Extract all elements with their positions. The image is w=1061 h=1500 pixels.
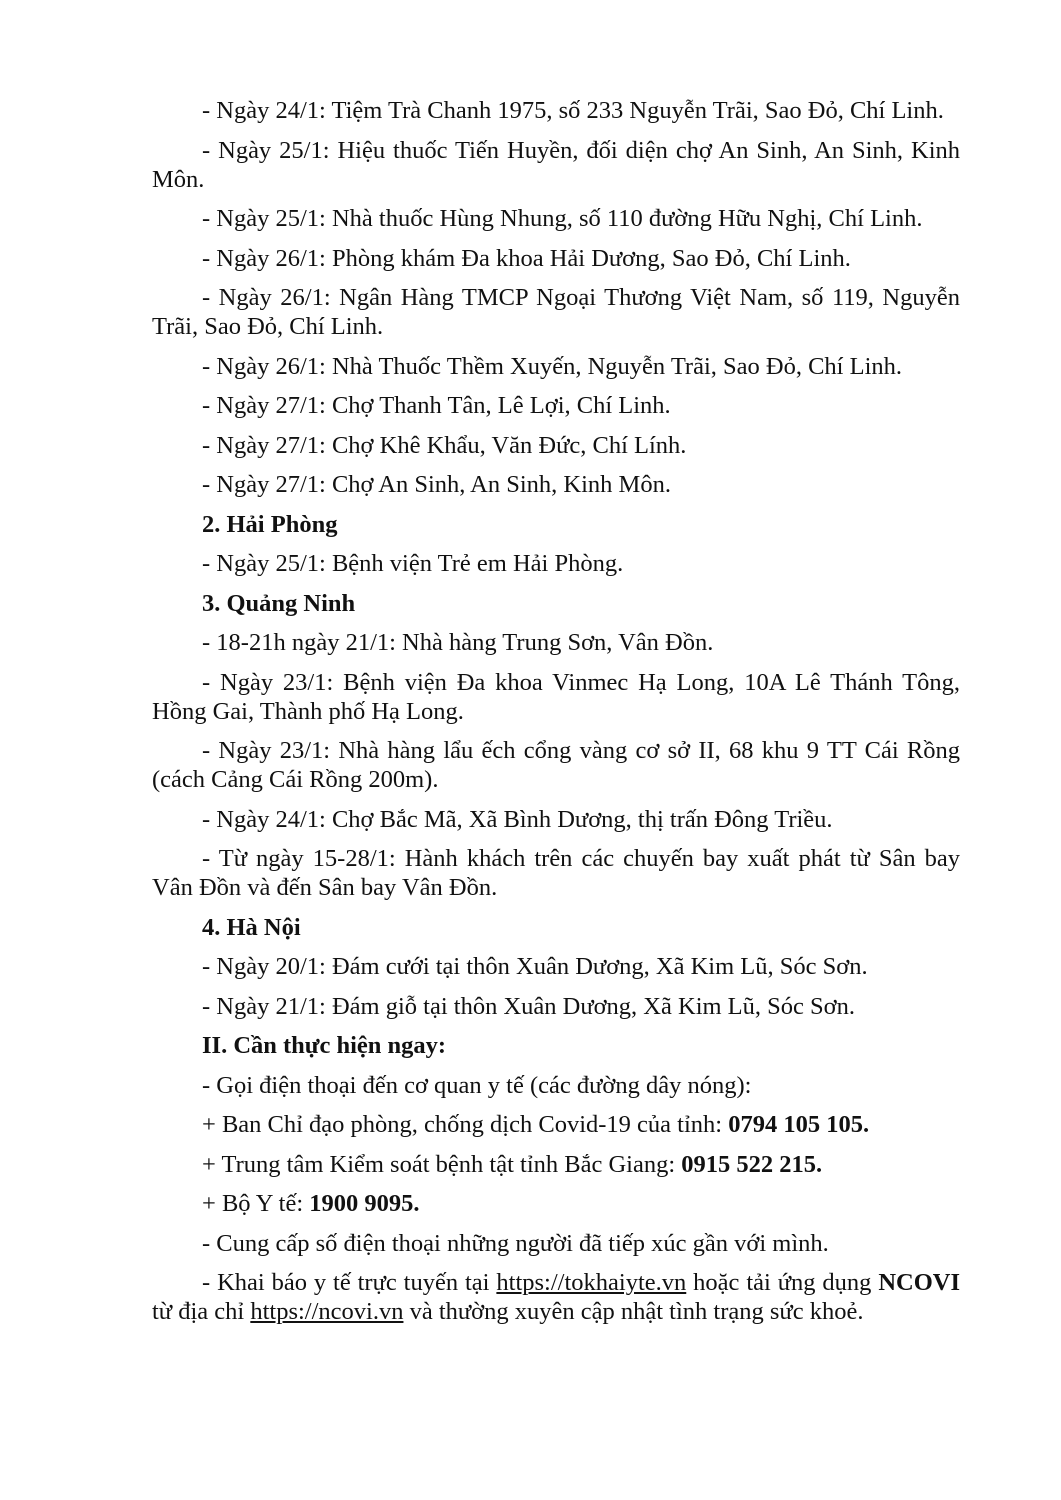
call-instruction: - Gọi điện thoại đến cơ quan y tế (các đường dây nóng): xyxy=(202,1071,752,1099)
ncovi-link[interactable]: https://ncovi.vn xyxy=(250,1298,404,1325)
hotline-number: 0915 522 215. xyxy=(681,1150,823,1178)
ha-noi-item: - Ngày 20/1: Đám cưới tại thôn Xuân Dương, Xã Kim Lũ, Sóc Sơn. xyxy=(202,953,868,980)
contacts-instruction: - Cung cấp số điện thoại những người đã tiếp xúc gần với mình. xyxy=(202,1229,829,1257)
hotline-label: + Ban Chỉ đạo phòng, chống dịch Covid-19 của tỉnh: xyxy=(202,1111,729,1138)
hotline-label: + Trung tâm Kiểm soát bệnh tật tỉnh Bắc Giang: xyxy=(202,1150,682,1178)
quang-ninh-item: - 18-21h ngày 21/1: Nhà hàng Trung Sơn, Vân Đồn. xyxy=(202,629,714,656)
hotline-label: + Bộ Y tế: xyxy=(202,1190,310,1217)
hotline-number: 0794 105 105. xyxy=(728,1111,870,1138)
hotline-number: 1900 9095. xyxy=(309,1190,420,1217)
quang-ninh-item: - Ngày 23/1: Bệnh viện Đa khoa Vinmec Hạ Long, 10A Lê Thánh Tông, Hồng Gai, Thành phố Hạ Long. xyxy=(152,668,960,725)
ha-noi-item: - Ngày 21/1: Đám giỗ tại thôn Xuân Dương, Xã Kim Lũ, Sóc Sơn. xyxy=(202,992,855,1020)
quang-ninh-item: - Ngày 23/1: Nhà hàng lẩu ếch cổng vàng cơ sở II, 68 khu 9 TT Cái Rồng (cách Cảng Cái Rồng 200m). xyxy=(152,737,960,793)
document-page xyxy=(152,96,960,1337)
section-heading-ha-noi: 4. Hà Nội xyxy=(202,913,301,941)
declare-middle: hoặc tải ứng dụng xyxy=(686,1269,879,1296)
hotline-item xyxy=(152,1110,960,1139)
hotline-item xyxy=(152,1150,960,1179)
hotline-item xyxy=(152,1189,960,1218)
quang-ninh-item: - Ngày 24/1: Chợ Bắc Mã, Xã Bình Dương, thị trấn Đông Triều. xyxy=(202,805,833,833)
declare-prefix: - Khai báo y tế trực tuyến tại xyxy=(202,1269,497,1296)
quang-ninh-item: - Từ ngày 15-28/1: Hành khách trên các chuyến bay xuất phát từ Sân bay Vân Đồn và đến Sân bay Vân Đồn. xyxy=(152,845,960,901)
hai-duong-item: - Ngày 26/1: Phòng khám Đa khoa Hải Dương, Sao Đỏ, Chí Linh. xyxy=(202,244,851,272)
section-heading-ii: II. Cần thực hiện ngay: xyxy=(202,1032,447,1059)
hai-duong-item: - Ngày 26/1: Ngân Hàng TMCP Ngoại Thương Việt Nam, số 119, Nguyễn Trãi, Sao Đỏ, Chí Linh. xyxy=(152,284,960,340)
app-name: NCOVI xyxy=(878,1269,960,1296)
section-heading-hai-phong: 2. Hải Phòng xyxy=(202,510,338,538)
hai-duong-item: - Ngày 25/1: Nhà thuốc Hùng Nhung, số 110 đường Hữu Nghị, Chí Linh. xyxy=(202,205,923,232)
declare-middle-2: từ địa chỉ xyxy=(152,1298,251,1325)
hai-phong-item: - Ngày 25/1: Bệnh viện Trẻ em Hải Phòng. xyxy=(202,550,624,577)
hai-duong-item: - Ngày 27/1: Chợ Khê Khẩu, Văn Đức, Chí Lính. xyxy=(202,431,687,459)
hai-duong-item: - Ngày 27/1: Chợ An Sinh, An Sinh, Kinh Môn. xyxy=(202,471,671,498)
hai-duong-item: - Ngày 26/1: Nhà Thuốc Thềm Xuyến, Nguyễn Trãi, Sao Đỏ, Chí Linh. xyxy=(202,352,903,380)
declare-suffix: và thường xuyên cập nhật tình trạng sức khoẻ. xyxy=(403,1298,864,1325)
hai-duong-item: - Ngày 27/1: Chợ Thanh Tân, Lê Lợi, Chí Linh. xyxy=(202,392,671,419)
tokhaiyte-link[interactable]: https://tokhaiyte.vn xyxy=(496,1269,687,1296)
hai-duong-item: - Ngày 24/1: Tiệm Trà Chanh 1975, số 233 Nguyễn Trãi, Sao Đỏ, Chí Linh. xyxy=(202,97,944,124)
declare-instruction xyxy=(152,1268,960,1326)
section-heading-quang-ninh: 3. Quảng Ninh xyxy=(202,589,356,617)
hai-duong-item: - Ngày 25/1: Hiệu thuốc Tiến Huyền, đối diện chợ An Sinh, An Sinh, Kinh Môn. xyxy=(152,136,960,193)
